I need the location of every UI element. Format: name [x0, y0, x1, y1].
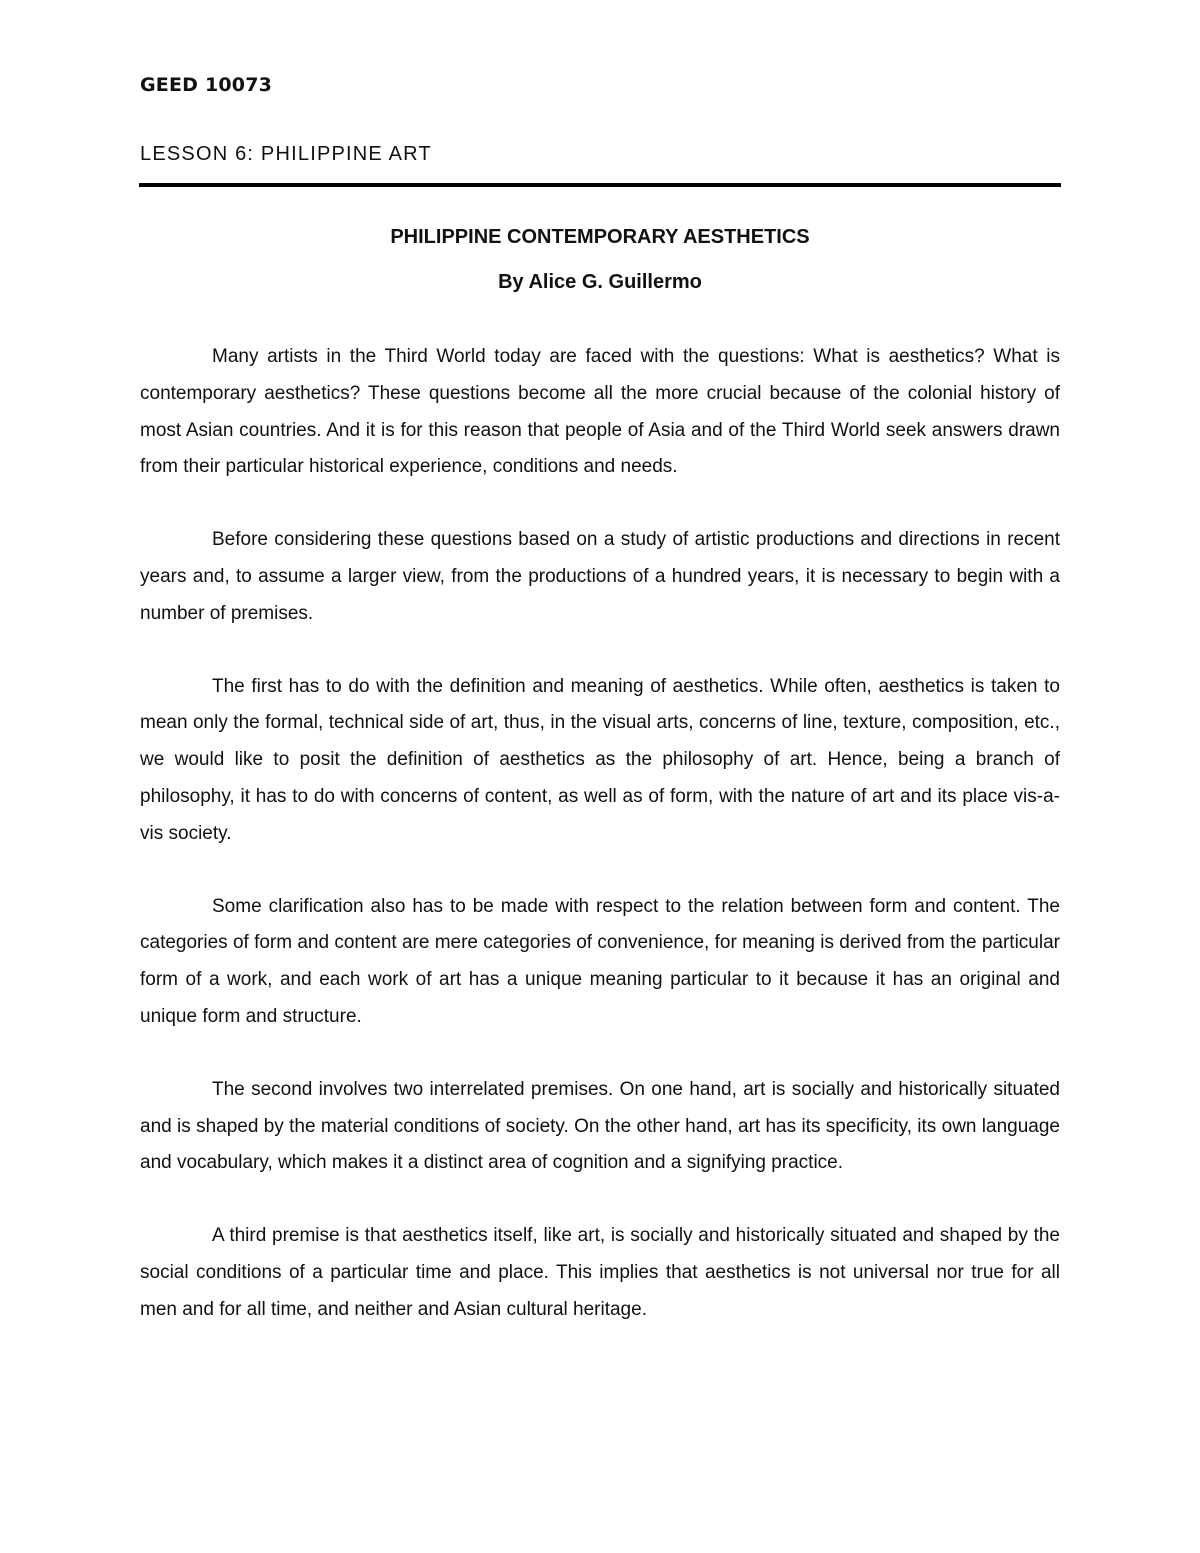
- paragraph-2: Before considering these questions based on a study of artistic productions and directions in recent years and, to assume a larger view, from the productions of a hundred years, it is necessary to begin with a number of premises.: [140, 529, 1060, 624]
- paragraph-4: Some clarification also has to be made with respect to the relation between form and content. The categories of form and content are mere categories of convenience, for meaning is derived from the particular form of a work, and each work of art has a unique meaning particular to it because it has an original and unique form and structure.: [140, 895, 1060, 1027]
- paragraph-5: The second involves two interrelated premises. On one hand, art is socially and historically situated and is shaped by the material conditions of society. On the other hand, art has its specificity, its own language and vocabulary, which makes it a distinct area of cognition and a signifying practice.: [140, 1078, 1060, 1174]
- header-divider: [139, 183, 1061, 187]
- course-code: GEED 10073: [140, 74, 273, 96]
- paragraph-3: The first has to do with the definition and meaning of aesthetics. While often, aesthetics is taken to mean only the formal, technical side of art, thus, in the visual arts, concerns of line, texture, composition, etc., we would like to posit the definition of aesthetics as the philosophy of art. Hence, being a branch of philosophy, it has to do with concerns of content, as well as of form, with the nature of art and its place vis-a-vis society.: [140, 675, 1060, 844]
- paragraph-1: Many artists in the Third World today are faced with the questions: What is aesthetics? What is contemporary aesthetics? These questions become all the more crucial because of the colonial history of most Asian countries. And it is for this reason that people of Asia and of the Third World seek answers drawn from their particular historical experience, conditions and needs.: [140, 346, 1060, 478]
- paragraph-6: A third premise is that aesthetics itself, like art, is socially and historically situated and shaped by the social conditions of a particular time and place. This implies that aesthetics is not universal nor true for all men and for all time, and neither and Asian cultural heritage.: [140, 1225, 1060, 1320]
- article-title: PHILIPPINE CONTEMPORARY AESTHETICS: [390, 226, 810, 248]
- article-byline: By Alice G. Guillermo: [498, 271, 702, 293]
- lesson-title: LESSON 6: PHILIPPINE ART: [140, 143, 432, 165]
- article-body: [140, 339, 1060, 1365]
